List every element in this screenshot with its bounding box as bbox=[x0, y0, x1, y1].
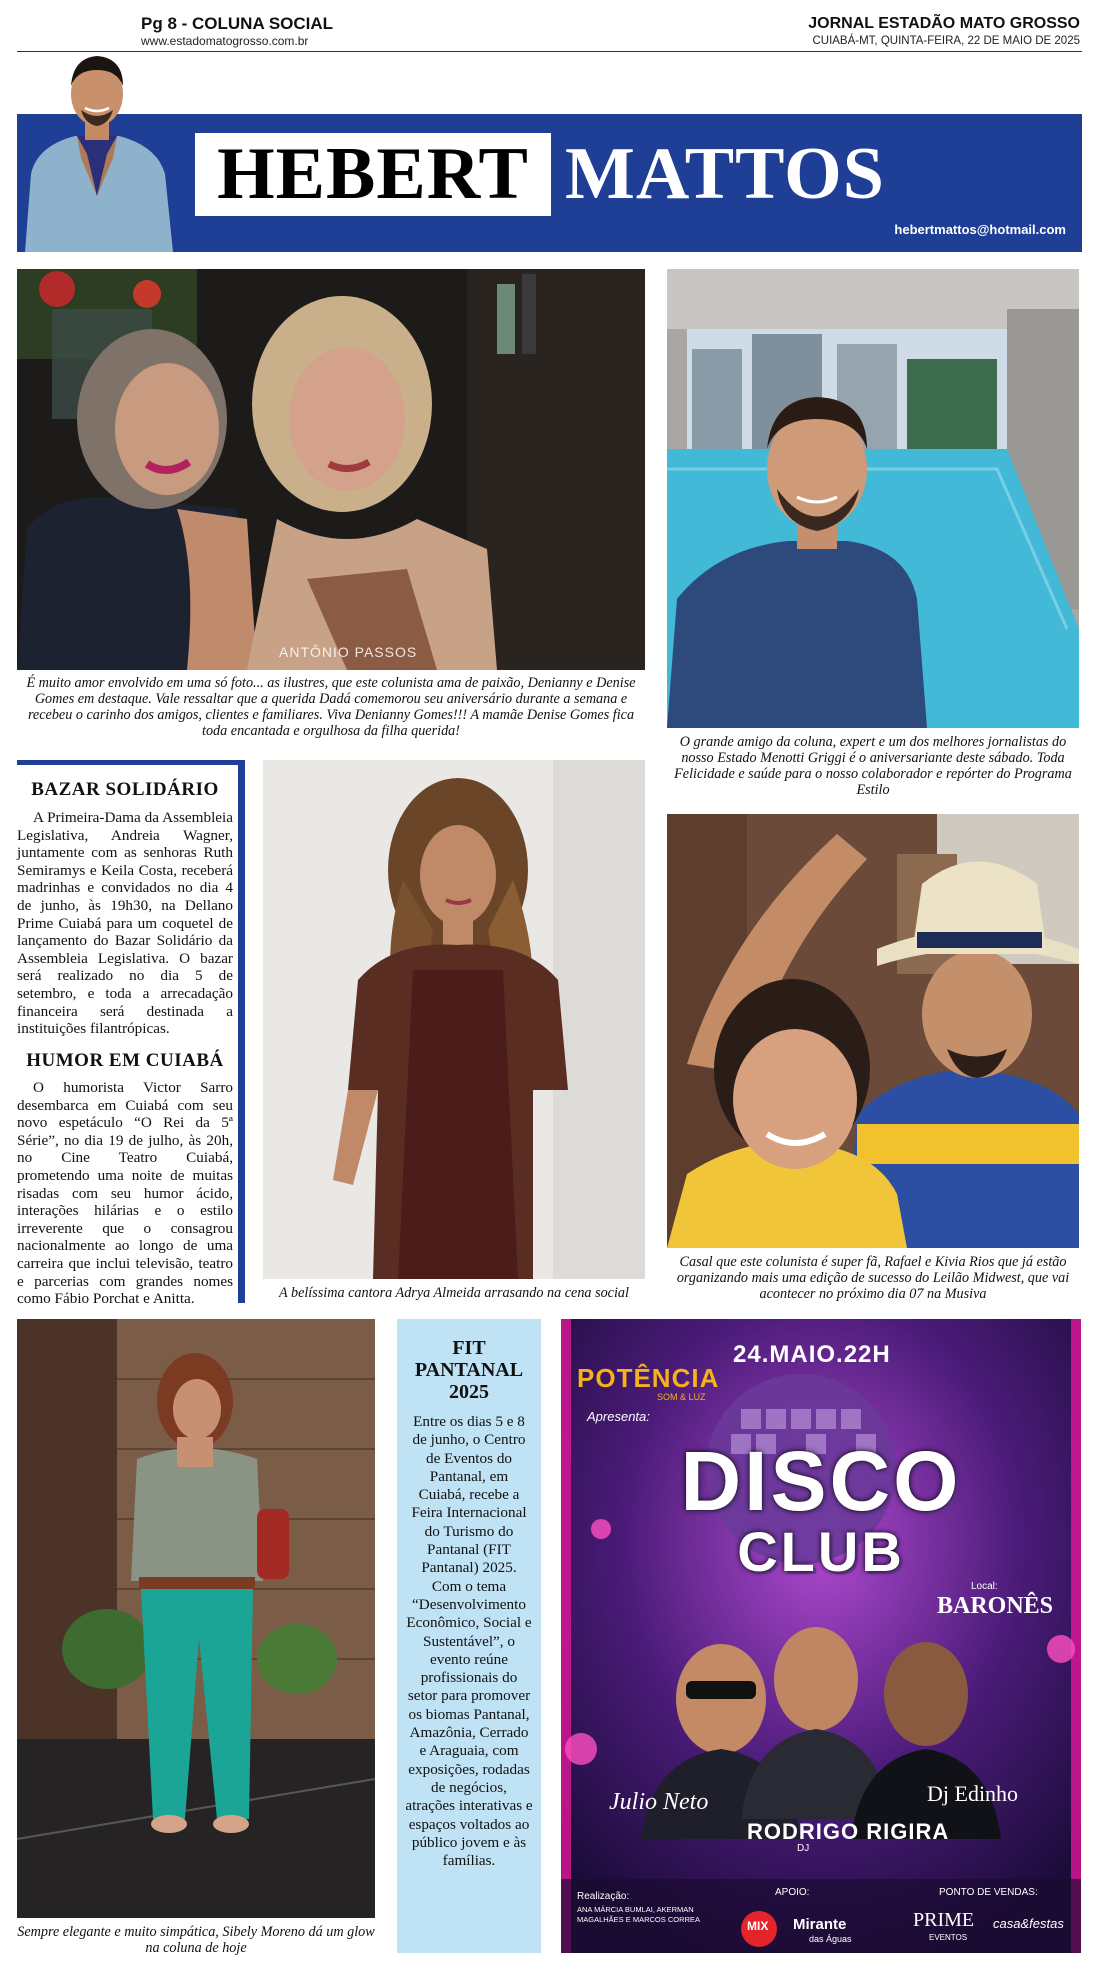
poster-realizacao-label: Realização: bbox=[577, 1891, 630, 1902]
poster-vendas-label: PONTO DE VENDAS: bbox=[939, 1887, 1038, 1898]
columnist-portrait bbox=[17, 24, 177, 252]
photo-rafael-kivia-rios bbox=[667, 814, 1079, 1248]
poster-apoio-mix: MIX bbox=[747, 1919, 769, 1933]
page-label: Pg 8 - COLUNA SOCIAL bbox=[141, 14, 334, 33]
poster-apoio-label: APOIO: bbox=[775, 1887, 810, 1898]
caption-menotti-griggi: O grande amigo da coluna, expert e um dos melhores jornalistas do nosso Estado Menotti Griggi é o aniversariante deste sábado. Toda Felicidade e saúde para o nosso colaborador e repórter do Programa Estilo bbox=[674, 734, 1072, 798]
fit-title-line3: 2025 bbox=[449, 1381, 489, 1403]
caption-sibely-moreno: Sempre elegante e muito simpática, Sibely Moreno dá um glow na coluna de hoje bbox=[17, 1924, 375, 1956]
poster-realizacao-names: ANA MÁRCIA BUMLAI, AKERMAN MAGALHÃES E MARCOS CORREA bbox=[577, 1905, 700, 1924]
photo-watermark: ANTÔNIO PASSOS bbox=[279, 644, 418, 660]
poster-apoio-mirante-sub: das Águas bbox=[809, 1934, 852, 1944]
fit-title-line2: PANTANAL bbox=[414, 1359, 524, 1381]
poster-vendas-prime: PRIME bbox=[913, 1909, 975, 1931]
poster-apoio-mirante: Mirante bbox=[793, 1916, 847, 1933]
poster-sponsor-sub: SOM & LUZ bbox=[657, 1392, 706, 1402]
poster-dj-rodrigo-sub: DJ bbox=[797, 1843, 810, 1854]
photo-sibely-moreno bbox=[17, 1319, 375, 1918]
website-url[interactable]: www.estadomatogrosso.com.br bbox=[141, 34, 309, 48]
humor-title: HUMOR EM CUIABÁ bbox=[26, 1050, 224, 1071]
photo-denianny-denise bbox=[17, 269, 645, 670]
poster-dj-edinho: Dj Edinho bbox=[927, 1781, 1019, 1806]
bazar-text: A Primeira-Dama da Assembleia Legislativa, Andreia Wagner, juntamente com as senhoras Ruth Semiramys e Keila Costa, receberá madrinhas e convidados no dia 4 de junho, às 19h30, na Dellano Prime Cuiabá para um coquetel de lançamento do Bazar Solidário da Assembleia Legislativa. O bazar será realizado no dia 5 de setembro, e toda a arrecadação financeira será destinada a instituições filantrópicas. bbox=[17, 809, 233, 1038]
poster-title-club: CLUB bbox=[737, 1520, 905, 1583]
newspaper-name: JORNAL ESTADÃO MATO GROSSO bbox=[808, 15, 1080, 32]
poster-title-disco: DISCO bbox=[680, 1434, 962, 1528]
poster-dj-rodrigo: RODRIGO RIGIRA bbox=[747, 1819, 950, 1844]
columnist-email[interactable]: hebertmattos@hotmail.com bbox=[894, 222, 1066, 237]
humor-text: O humorista Victor Sarro desembarca em Cuiabá com seu novo espetáculo “O Rei da 5ª Série”, no dia 19 de julho, às 20h, no Cine Teatro Cuiabá, prometendo uma noite de muitas risadas com seu humor ácido, interações hilárias e o estilo irreverente que o consagrou nacionalmente ao longo de uma carreira que inclui televisão, teatro e parcerias com grandes nomes como Fábio Porchat e Anitta. bbox=[17, 1079, 233, 1308]
bazar-title: BAZAR SOLIDÁRIO bbox=[31, 779, 219, 800]
poster-venue: BARONÊS bbox=[937, 1593, 1054, 1619]
fit-text: Entre os dias 5 e 8 de junho, o Centro de Eventos do Pantanal, em Cuiabá, recebe a Feira Internacional do Turismo do Pantanal (FIT Pantanal) 2025. Com o tema “Desenvolvimento Econômico, Social e Sustentável”, o evento reúne profissionais do setor para promover os biomas Pantanal, Amazônia, Cerrado e Araguaia, com exposições, rodadas de negócios, atrações interativas e espaços voltados ao público jovem e às famílias. bbox=[405, 1413, 533, 1870]
photo-adrya-almeida bbox=[263, 760, 645, 1279]
poster-vendas-casa-festas: casa&festas bbox=[993, 1916, 1064, 1931]
poster-vendas-prime-sub: EVENTOS bbox=[929, 1933, 968, 1942]
poster-sponsor: POTÊNCIA bbox=[577, 1363, 720, 1393]
columnist-last-name: MATTOS bbox=[565, 133, 885, 215]
poster-local-label: Local: bbox=[971, 1581, 998, 1592]
caption-rafael-kivia-rios: Casal que este colunista é super fã, Rafael e Kivia Rios que já estão organizando mais uma edição de sucesso do Leilão Midwest, que vai acontecer no próximo dia 07 na Musiva bbox=[676, 1254, 1070, 1302]
photo-menotti-griggi bbox=[667, 269, 1079, 728]
poster-dj-julio-neto: Julio Neto bbox=[609, 1789, 709, 1815]
caption-denianny-denise: É muito amor envolvido em uma só foto... as ilustres, que este colunista ama de paixão, Denianny e Denise Gomes em destaque. Vale ressaltar que a querida Dadá comemorou seu aniversário durante a semana e recebeu o carinho dos amigos, clientes e familiares. Viva Denianny Gomes!!! A mamãe Denise Gomes fica toda encantada e orgulhosa da filha querida! bbox=[26, 675, 636, 739]
poster-presents: Apresenta: bbox=[587, 1409, 650, 1424]
columnist-first-name: HEBERT bbox=[217, 133, 529, 215]
fit-title-line1: FIT bbox=[452, 1337, 486, 1359]
bazar-section bbox=[17, 779, 233, 1038]
disco-club-poster bbox=[561, 1319, 1081, 1953]
fit-pantanal-box bbox=[397, 1319, 541, 1953]
dateline: CUIABÁ-MT, QUINTA-FEIRA, 22 DE MAIO DE 2025 bbox=[812, 35, 1080, 47]
poster-date: 24.MAIO.22H bbox=[733, 1341, 891, 1368]
humor-section bbox=[17, 1050, 233, 1308]
caption-adrya-almeida: A belíssima cantora Adrya Almeida arrasando na cena social bbox=[279, 1285, 629, 1301]
